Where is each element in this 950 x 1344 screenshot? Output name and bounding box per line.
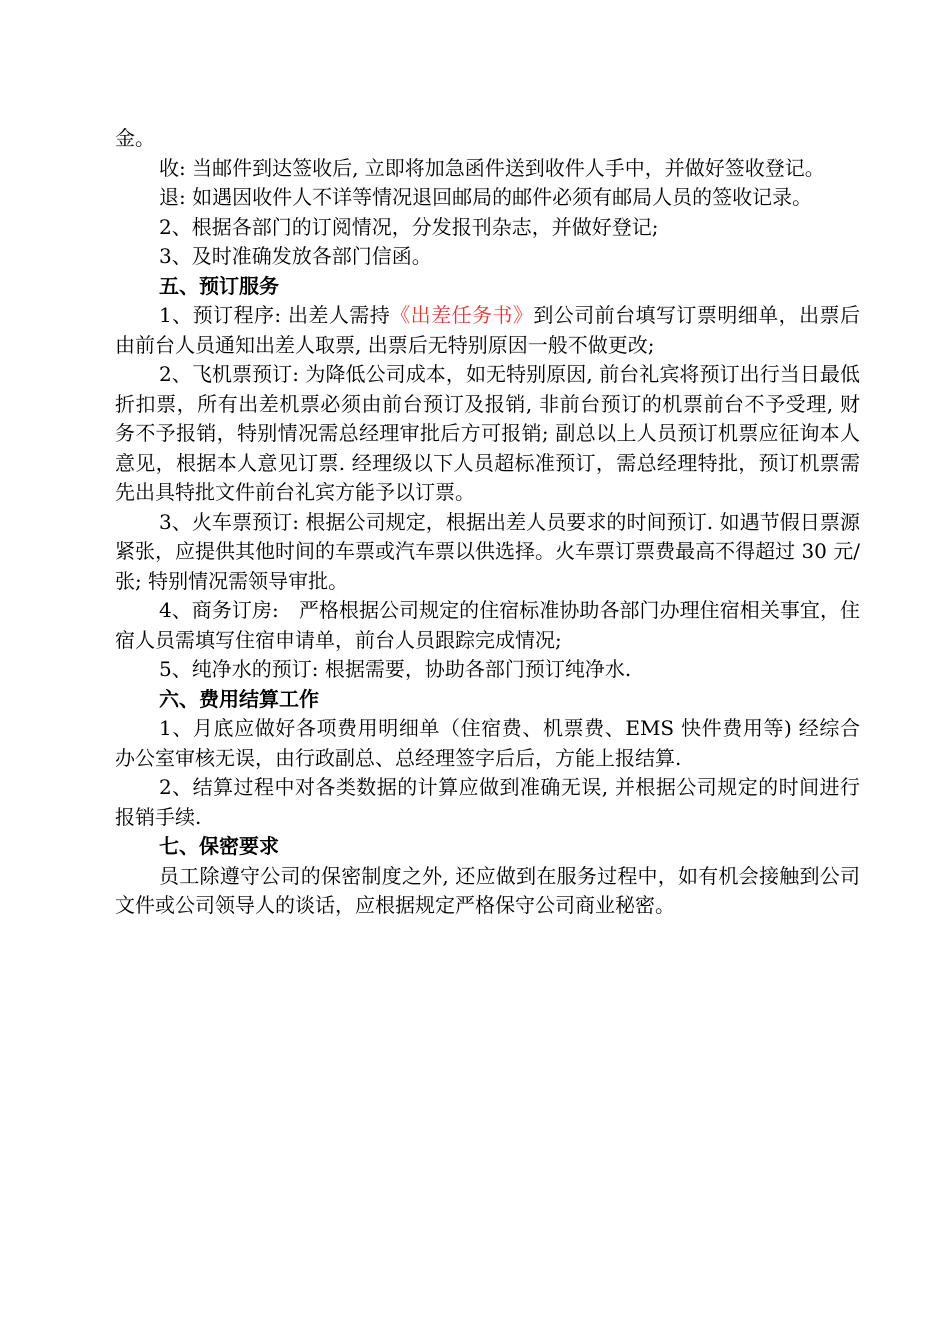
section-heading-booking: 五、预订服务	[159, 273, 279, 298]
section-heading-confidentiality: 七、保密要求	[159, 834, 279, 858]
booking-1-text-start: 1、预订程序: 出差人需持	[159, 303, 391, 327]
business-trip-form-reference: 《出差任务书》	[390, 303, 534, 327]
document-body	[115, 124, 860, 921]
paragraph-receive: 收: 当邮件到达签收后, 立即将加急函件送到收件人手中，并做好签收登记。	[159, 155, 825, 180]
paragraph-booking-2: 2、飞机票预订: 为降低公司成本，如无特别原因, 前台礼宾将预订出行当日最低折扣票，所有出差机票必须由前台预订及报销, 非前台预订的机票前台不予受理, 财务不予报销，特别情况需总经理审批后方可报销; 副总以上人员预订机票应征询本人意见，根据本人意见订票. 经理级以下人员超标准预订，需总经理特批，预订机票需先出具特批文件前台礼宾方能予以订票。	[115, 362, 860, 504]
booking-1-text-end: 到公司前台填写订票明细单，出票后由前台人员通知出差人取票, 出票后无特别原因一般不做更改;	[115, 303, 861, 357]
paragraph-confidentiality: 员工除遵守公司的保密制度之外, 还应做到在服务过程中，如有机会接触到公司文件或公司领导人的谈话，应根据规定严格保守公司商业秘密。	[115, 863, 860, 917]
paragraph-booking-3: 3、火车票预订: 根据公司规定，根据出差人员要求的时间预订. 如遇节假日票源紧张，应提供其他时间的车票或汽车票以供选择。火车票订票费最高不得超过 30 元/张; 特别情况需领导审批。	[115, 509, 860, 593]
paragraph-continuation: 金。	[115, 126, 155, 150]
paragraph-booking-1	[115, 301, 860, 360]
paragraph-settlement-1: 1、月底应做好各项费用明细单（住宿费、机票费、EMS 快件费用等) 经综合办公室审核无误，由行政副总、总经理签字后后，方能上报结算.	[115, 716, 860, 770]
paragraph-mail-2: 2、根据各部门的订阅情况，分发报刊杂志，并做好登记;	[159, 214, 659, 239]
paragraph-return: 退: 如遇因收件人不详等情况退回邮局的邮件必须有邮局人员的签收记录。	[159, 185, 813, 209]
paragraph-mail-3: 3、及时准确发放各部门信函。	[159, 244, 432, 268]
paragraph-booking-4: 4、商务订房: 严格根据公司规定的住宿标准协助各部门办理住宿相关事宜，住宿人员需填写住宿申请单，前台人员跟踪完成情况;	[115, 598, 860, 652]
section-heading-settlement: 六、费用结算工作	[159, 686, 319, 711]
paragraph-settlement-2: 2、结算过程中对各类数据的计算应做到准确无误, 并根据公司规定的时间进行报销手续.	[115, 775, 860, 829]
paragraph-booking-5: 5、纯净水的预订: 根据需要，协助各部门预订纯净水.	[159, 657, 632, 681]
